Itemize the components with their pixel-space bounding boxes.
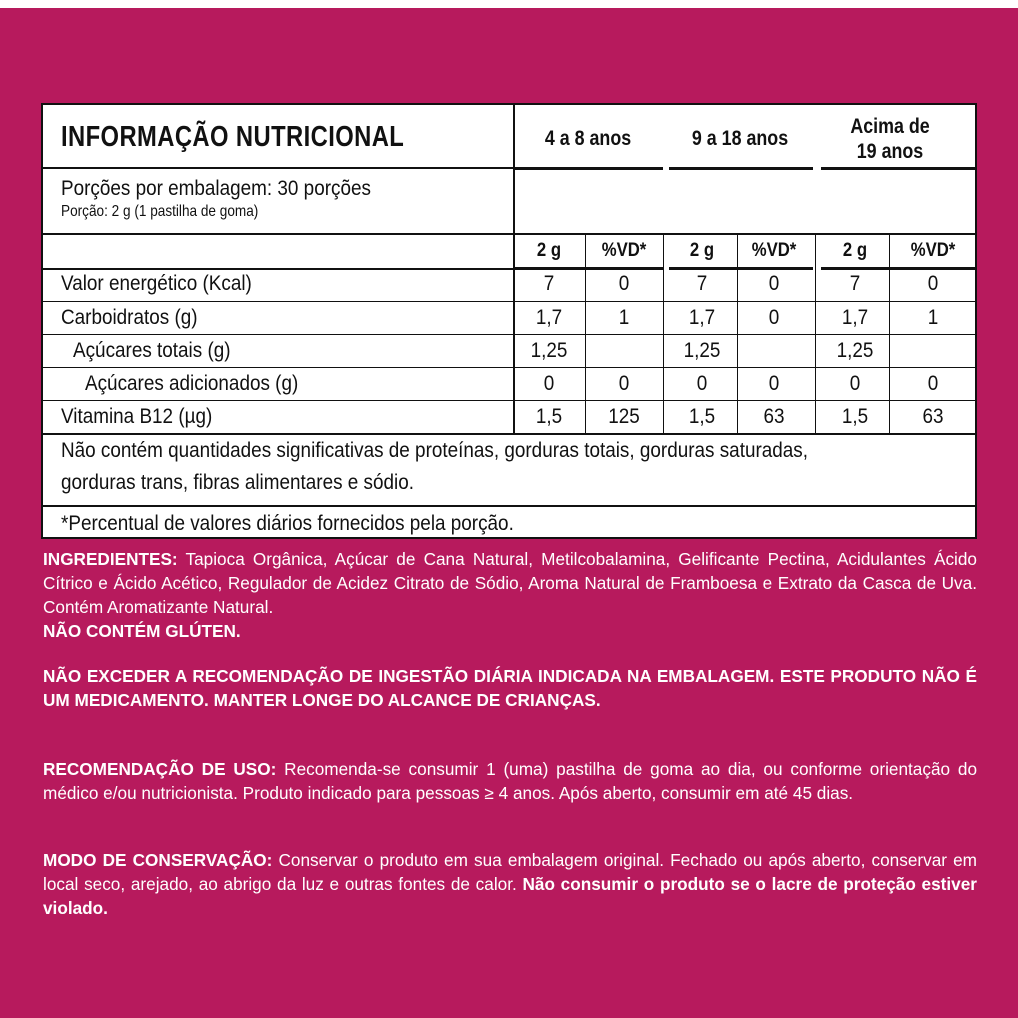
cell: 1,25 (836, 339, 874, 362)
ingredients-section (43, 547, 977, 643)
top-strip (0, 0, 1018, 8)
col-header: %VD* (910, 240, 956, 261)
row-label: Açúcares totais (g) (73, 339, 231, 362)
divider (43, 433, 977, 435)
divider (43, 334, 977, 335)
usage-text: Recomenda-se consumir 1 (uma) pastilha de goma ao dia, ou conforme orientação do médico e/ou nutricionista. Produto indicado para pessoas ≥ 4 anos. Após aberto, consumir em até 45 dias. (43, 759, 978, 803)
cell: 1,5 (841, 405, 869, 428)
col-header: %VD* (601, 240, 647, 261)
storage-text: Conservar o produto em sua embalagem original. Fechado ou após aberto, conservar em local seco, arejado, ao abrigo da luz e outras fontes de calor. (43, 850, 977, 894)
divider (821, 167, 977, 170)
divider (737, 234, 738, 433)
divider (43, 505, 977, 507)
age-group-9-18: 9 a 18 anos (691, 127, 789, 150)
cell: 1,7 (688, 306, 716, 329)
cell: 63 (763, 405, 785, 428)
divider (43, 367, 977, 368)
ingredients-text: Tapioca Orgânica, Açúcar de Cana Natural, Metilcobalamina, Gelificante Pectina, Acidulantes Ácido Cítrico e Ácido Acético, Regulador de Acidez Citrato de Sódio, Aroma Natural de Framboesa e Extrato da Casca de Uva. Contém Aromatizante Natural. (43, 549, 977, 617)
divider (43, 167, 513, 169)
cell: 0 (768, 306, 780, 329)
cell: 0 (543, 372, 555, 395)
gluten-free-notice: NÃO CONTÉM GLÚTEN. (43, 621, 241, 641)
footnote: *Percentual de valores diários fornecidos pela porção. (61, 512, 514, 535)
cell: 0 (768, 372, 780, 395)
warning-section: NÃO EXCEDER A RECOMENDAÇÃO DE INGESTÃO DIÁRIA INDICADA NA EMBALAGEM. ESTE PRODUTO NÃO É UM MEDICAMENTO. MANTER LONGE DO ALCANCE DE CRIANÇAS. (43, 666, 977, 710)
table-note-line2: gorduras trans, fibras alimentares e sódio. (61, 471, 414, 494)
cell: 63 (922, 405, 944, 428)
cell: 0 (849, 372, 861, 395)
age-group-19plus-line1: Acima de (850, 115, 930, 138)
table-note-line1: Não contém quantidades significativas de proteínas, gorduras totais, gorduras saturadas, (61, 439, 808, 462)
divider (821, 267, 977, 270)
divider (669, 267, 813, 270)
divider (43, 301, 977, 302)
cell: 1,7 (535, 306, 563, 329)
nutrition-facts-table (41, 103, 977, 539)
cell: 1,5 (688, 405, 716, 428)
cell: 125 (608, 405, 640, 428)
cell: 1,25 (530, 339, 568, 362)
cell: 0 (768, 272, 780, 295)
col-header: %VD* (751, 240, 797, 261)
divider (513, 267, 663, 270)
row-label: Valor energético (Kcal) (61, 272, 252, 295)
cell: 7 (849, 272, 861, 295)
serving-size: Porção: 2 g (1 pastilha de goma) (61, 203, 259, 220)
divider (43, 400, 977, 401)
cell: 1 (927, 306, 939, 329)
cell: 1,5 (535, 405, 563, 428)
servings-per-package: Porções por embalagem: 30 porções (61, 177, 371, 200)
divider (889, 234, 890, 433)
col-header: 2 g (842, 240, 868, 261)
col-header: 2 g (689, 240, 715, 261)
age-group-19plus-line2: 19 anos (856, 140, 924, 163)
cell: 1,7 (841, 306, 869, 329)
cell: 0 (696, 372, 708, 395)
cell: 0 (618, 272, 630, 295)
storage-heading: MODO DE CONSERVAÇÃO: (43, 850, 273, 870)
row-label: Vitamina B12 (µg) (61, 405, 213, 428)
usage-section (43, 757, 977, 805)
cell: 1 (618, 306, 630, 329)
storage-seal-warning: Não consumir o produto se o lacre de proteção estiver violado. (43, 874, 977, 918)
age-group-4-8: 4 a 8 anos (544, 127, 632, 150)
divider (43, 233, 977, 235)
row-label: Açúcares adicionados (g) (85, 372, 299, 395)
ingredients-heading: INGREDIENTES: (43, 549, 178, 569)
divider (585, 234, 586, 433)
cell: 0 (927, 372, 939, 395)
divider (43, 268, 513, 270)
row-label: Carboidratos (g) (61, 306, 198, 329)
cell: 1,25 (683, 339, 721, 362)
table-title: INFORMAÇÃO NUTRICIONAL (61, 121, 405, 153)
cell: 0 (618, 372, 630, 395)
cell: 7 (543, 272, 555, 295)
divider (663, 234, 664, 433)
divider (669, 167, 813, 170)
divider (513, 167, 663, 170)
cell: 0 (927, 272, 939, 295)
cell: 7 (696, 272, 708, 295)
usage-heading: RECOMENDAÇÃO DE USO: (43, 759, 277, 779)
divider (513, 105, 515, 433)
storage-section (43, 848, 977, 920)
col-header: 2 g (536, 240, 562, 261)
divider (815, 234, 816, 433)
